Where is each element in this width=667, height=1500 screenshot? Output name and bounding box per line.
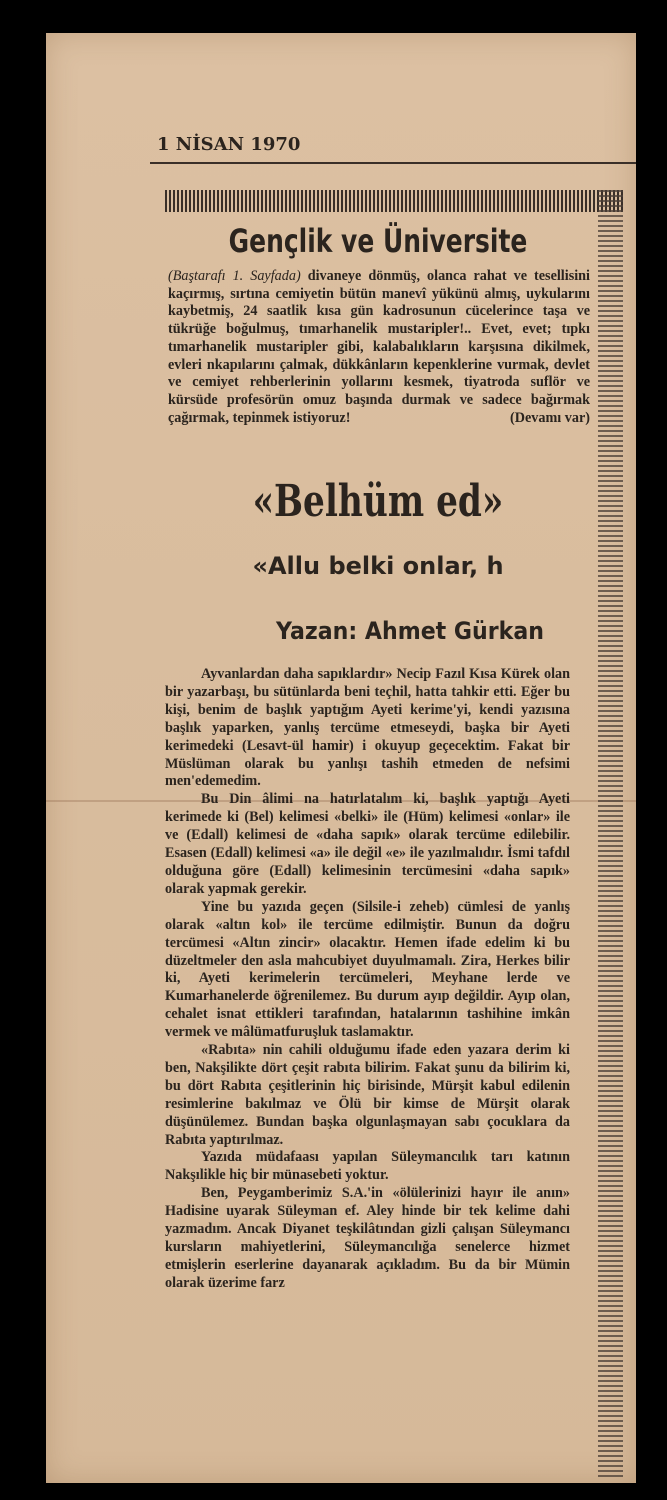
article2-paragraph: Yazıda müdafaası yapılan Süleymancılık tarı katının Nakşılikle hiç bir münasebeti yoktur. (165, 1149, 570, 1184)
article2-paragraph: «Rabıta» nin cahili olduğumu ifade eden yazara derim ki ben, Nakşilikte dört çeşit rabıta bilirim. Fakat şunu da bilirim ki, bu dört Rabıta çeşitlerinin hiç birisinde, Mürşit kabul edilenin resimlerine bakılmaz ve Ölü bir kimse de Mürşit olarak düşünülemez. Bundan başka olgunlaşmayan sabı çocuklara da Rabıta yaptırılmaz. (165, 1042, 570, 1148)
article2-title: «Belhüm ed» (252, 476, 504, 527)
article2-paragraph: Yine bu yazıda geçen (Silsile-i zeheb) cümlesi de yanlış olarak «altın kol» ile tercüme edilmiştir. Bunun da doğru tercümesi «Altın zincir» olacaktır. Hemen ifade edelim ki bu düzeltmeler den asla mahcubiyet duyulmamalı. Zira, Herkes bilir ki, Ayeti kerimelerin tercümeleri, Meyhane lerde ve Kumarhanelerde öğrenilemez. Bu durum ayıp değildir. Ayıp olan, cehalet isnat ettikleri tarafından, hatalarının tashihine imkân vermek ve mâlümatfuruşluk taslamaktır. (165, 898, 570, 1041)
article2-paragraph: Ben, Peygamberimiz S.A.'in «ölülerinizi hayır ile anın» Hadisine uyarak Süleyman ef. Aley hinde bir tek kelime dahi yazmadım. Ancak Diyanet teşkilâtından gizli çalışan Süleymancı kursların mahiyetlerini, Süleymancılığa senelerce hizmet etmişlerin eserlerine dayanarak açıkladım. Bu da bir Mümin olarak üzerime farz (165, 1185, 570, 1291)
article1-title: Gençlik ve Üniversite (228, 222, 528, 260)
article2-body (165, 666, 570, 1293)
article2-paragraph: Bu Din âlimi na hatırlatalım ki, başlık yaptığı Ayeti kerimede ki (Bel) kelimesi «belki» ile (Hüm) kelimesi «onlar» ile ve (Edall) kelimesi de «daha sapık» olarak tercüme edilebilir. Esasen (Edall) kelimesi «a» ile değil «e» ile yazılmalıdır. İsmi tafdıl olduğuna göre (Edall) kelimesinin tercümesini «daha sapık» olarak yapmak gerekir. (165, 791, 570, 897)
article2-subtitle: «Allu belki onlar, h (252, 552, 504, 580)
header-rule (150, 162, 636, 164)
article1-continued: (Devamı var) (510, 409, 590, 426)
article2-byline: Yazan: Ahmet Gürkan (276, 617, 544, 645)
column-top-ornament (165, 190, 623, 212)
article1-body (168, 268, 590, 427)
issue-date: 1 NİSAN 1970 (157, 134, 301, 155)
article2-paragraph: Ayvanlardan daha sapıklardır» Necip Fazıl Kısa Kürek olan bir yazarbaşı, bu sütünlarda beni teçhil, hatta tahkir etti. Eğer bu kişi, benim de başlık yaptığım Ayeti kerime'yi, kendi yazısına başlık yaparken, yanlış tercüme etmeseydi, başka bir Ayeti kerimedeki (Lesavt-ül hamir) i okuyup geçecektim. Fakat bir Müslüman olarak bu yanlışı tashih etmeden de nefsimi men'edemedim. (165, 666, 570, 790)
article1-text: divaneye dönmüş, olanca rahat ve tesellisini kaçırmış, sırtına cemiyetin bütün manevî yükünü almış, uykularını kaybetmiş, 24 saatlik kısa gün kadrosunun cücelerince taşa ve tükrüğe boğulmuş, tımarhanelik mustaripler!.. Evet, evet; tıpkı tımarhanelik mustaripler gibi, kalabalıkların karşısına dikilmek, evleri nkapılarını çalmak, dükkânların kepenklerine vurmak, devlet ve cemiyet rehberlerinin yollarını kesmek, tiyatroda suflör ve kürsüde profesörün omuz başında durmak ve sadece bağırmak çağırmak, tepinmek istiyoruz! (168, 268, 590, 426)
article1-source-note: (Baştarafı 1. Sayfada) (168, 268, 301, 284)
side-column-ornament (598, 190, 623, 1480)
